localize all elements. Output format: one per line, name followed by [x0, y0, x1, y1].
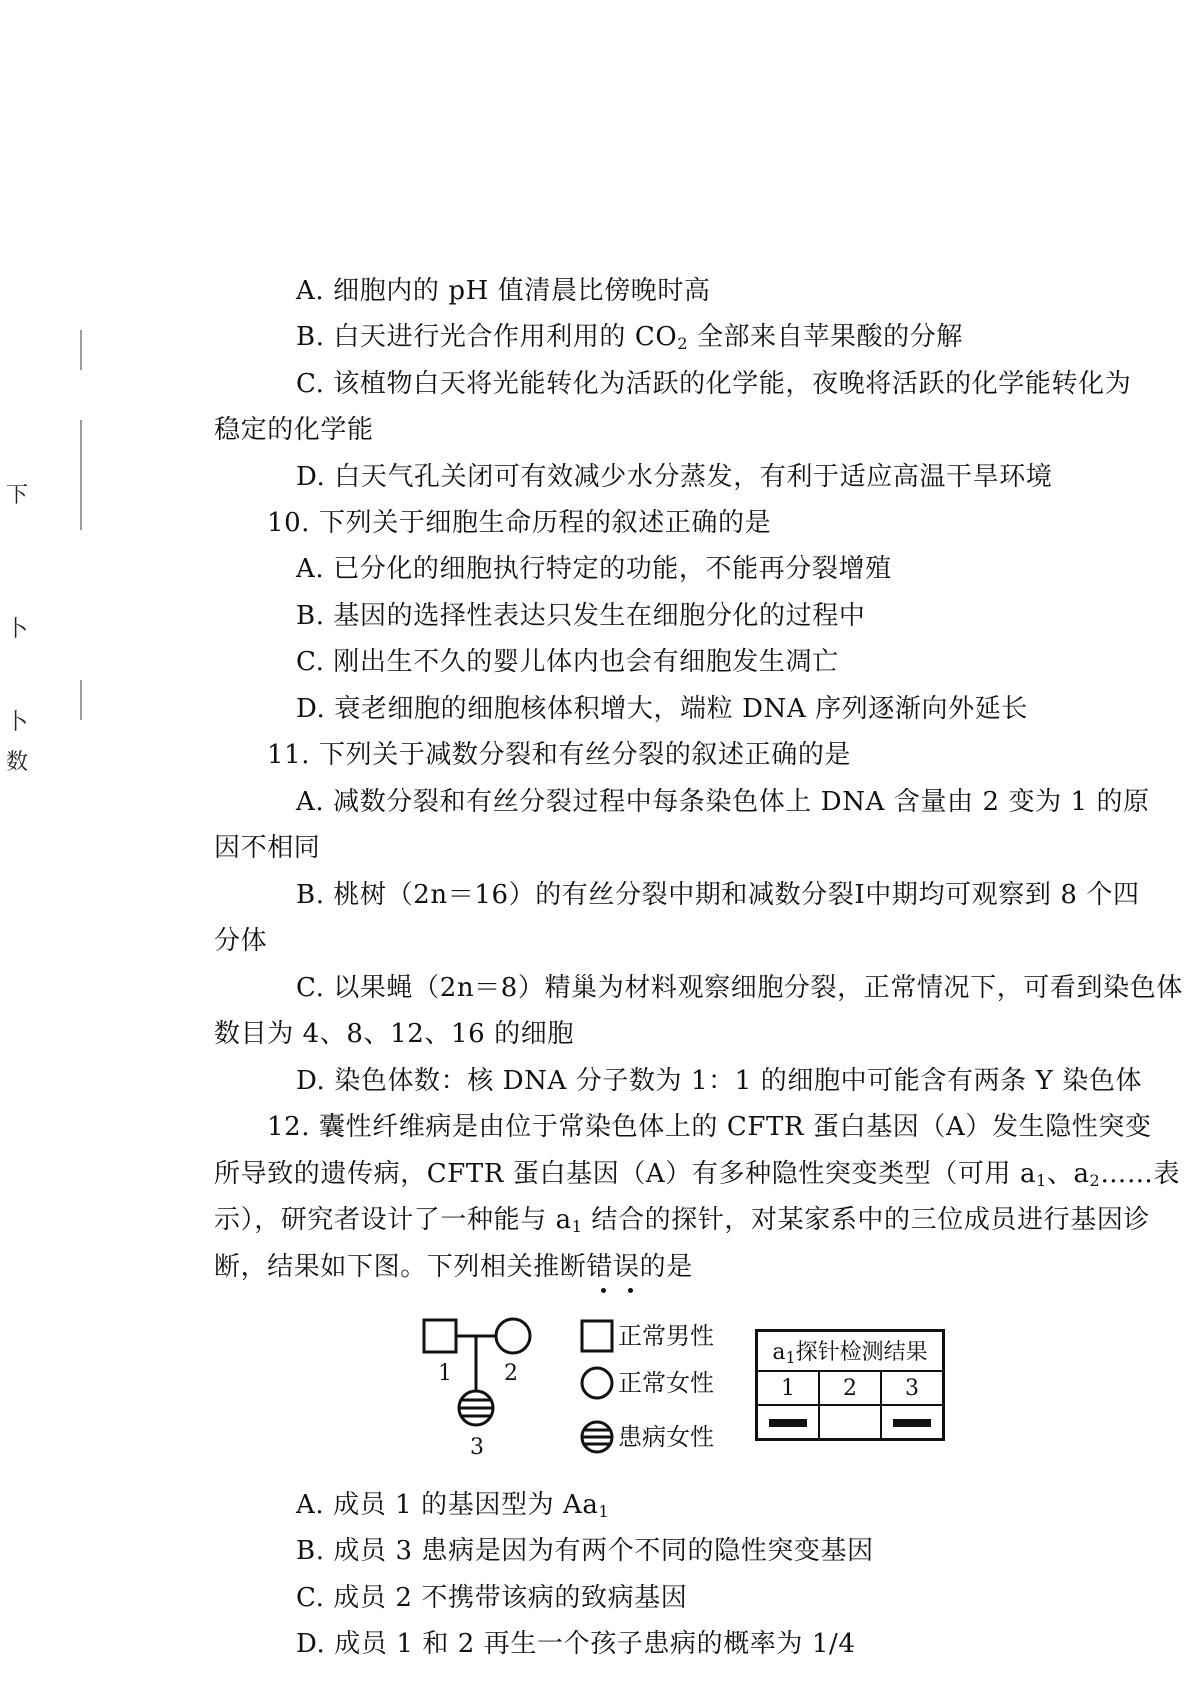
probe-column-3: 3: [881, 1371, 944, 1405]
q11-option-c-continued: 数目为 4、8、12、16 的细胞: [214, 1019, 574, 1049]
q9-option-c: C. 该植物白天将光能转化为活跃的化学能，夜晚将活跃的化学能转化为: [296, 369, 1132, 399]
probe-result-table: [755, 1329, 945, 1441]
q9-option-b: B. 白天进行光合作用利用的 $CO_2$ 全部来自苹果酸的分解: [296, 322, 963, 353]
member-label-2: 2: [504, 1361, 518, 1386]
q12-option-a: A. 成员 1 的基因型为 $Aa_1$: [296, 1490, 610, 1521]
probe-band: [769, 1419, 807, 1427]
pedigree-figure: [420, 1305, 960, 1465]
binding-char: 卜: [6, 617, 29, 642]
probe-result-3: [881, 1405, 944, 1440]
legend-normal-male: 正常男性: [618, 1322, 714, 1350]
emphasis-dot: [601, 1288, 606, 1293]
probe-column-1: 1: [757, 1371, 820, 1405]
q10-option-b: B. 基因的选择性表达只发生在细胞分化的过程中: [296, 601, 866, 631]
emphasis-dot: [628, 1288, 633, 1293]
probe-result-1: [757, 1405, 820, 1440]
q12-option-d: D. 成员 1 和 2 再生一个孩子患病的概率为 1/4: [296, 1629, 856, 1659]
probe-table-title: $a_1$探针检测结果: [757, 1331, 944, 1372]
binding-line-mark: [80, 680, 82, 720]
binding-line-mark: [80, 420, 82, 530]
binding-char: 下: [6, 483, 29, 508]
q12-stem: 12. 囊性纤维病是由位于常染色体上的 CFTR 蛋白基因（A）发生隐性突变: [267, 1112, 1152, 1142]
binding-char: 卜: [6, 710, 29, 735]
binding-line-mark: [80, 330, 82, 370]
q12-option-b: B. 成员 3 患病是因为有两个不同的隐性突变基因: [296, 1536, 874, 1566]
q9-option-a: A. 细胞内的 pH 值清晨比傍晚时高: [296, 276, 711, 306]
q9-option-d: D. 白天气孔关闭可有效减少水分蒸发，有利于适应高温干旱环境: [296, 462, 1053, 492]
probe-band: [893, 1419, 931, 1427]
q11-option-a: A. 减数分裂和有丝分裂过程中每条染色体上 DNA 含量由 2 变为 1 的原: [296, 787, 1150, 817]
q10-option-d: D. 衰老细胞的细胞核体积增大，端粒 DNA 序列逐渐向外延长: [296, 694, 1028, 724]
q11-option-b-continued: 分体: [214, 926, 268, 956]
q12-stem-line2: 所导致的遗传病，CFTR 蛋白基因（A）有多种隐性突变类型（可用 $a_1$、$a_2\dots\dots$表: [214, 1159, 1181, 1190]
binding-char: 数: [6, 750, 29, 775]
q12-stem-line3: 示），研究者设计了一种能与 $a_1$ 结合的探针，对某家系中的三位成员进行基因诊: [214, 1205, 1151, 1236]
q11-option-b: B. 桃树（2n＝16）的有丝分裂中期和减数分裂Ⅰ中期均可观察到 8 个四: [296, 880, 1140, 910]
member-label-3: 3: [470, 1435, 484, 1460]
probe-column-2: 2: [819, 1371, 881, 1405]
legend-normal-female: 正常女性: [618, 1369, 714, 1397]
pedigree-member-1-square: [424, 1320, 456, 1352]
q10-option-c: C. 刚出生不久的婴儿体内也会有细胞发生凋亡: [296, 647, 839, 677]
legend-female-circle: [582, 1368, 612, 1398]
legend-affected-female: 患病女性: [618, 1423, 714, 1451]
q11-stem: 11. 下列关于减数分裂和有丝分裂的叙述正确的是: [267, 740, 852, 770]
member-label-1: 1: [438, 1361, 452, 1386]
q11-option-d: D. 染色体数：核 DNA 分子数为 1：1 的细胞中可能含有两条 Y 染色体: [296, 1066, 1143, 1096]
q10-stem: 10. 下列关于细胞生命历程的叙述正确的是: [267, 508, 772, 538]
q12-option-c: C. 成员 2 不携带该病的致病基因: [296, 1583, 688, 1613]
pedigree-member-2-circle: [496, 1319, 530, 1353]
probe-result-2: [819, 1405, 881, 1440]
q9-option-c-continued: 稳定的化学能: [214, 415, 374, 445]
q11-option-a-continued: 因不相同: [214, 833, 321, 863]
q10-option-a: A. 已分化的细胞执行特定的功能，不能再分裂增殖: [296, 554, 892, 584]
q12-stem-line4: 断，结果如下图。下列相关推断错误的是: [214, 1252, 693, 1282]
legend-male-square: [582, 1321, 612, 1351]
q11-option-c: C. 以果蝇（2n＝8）精巢为材料观察细胞分裂，正常情况下，可看到染色体: [296, 973, 1183, 1003]
